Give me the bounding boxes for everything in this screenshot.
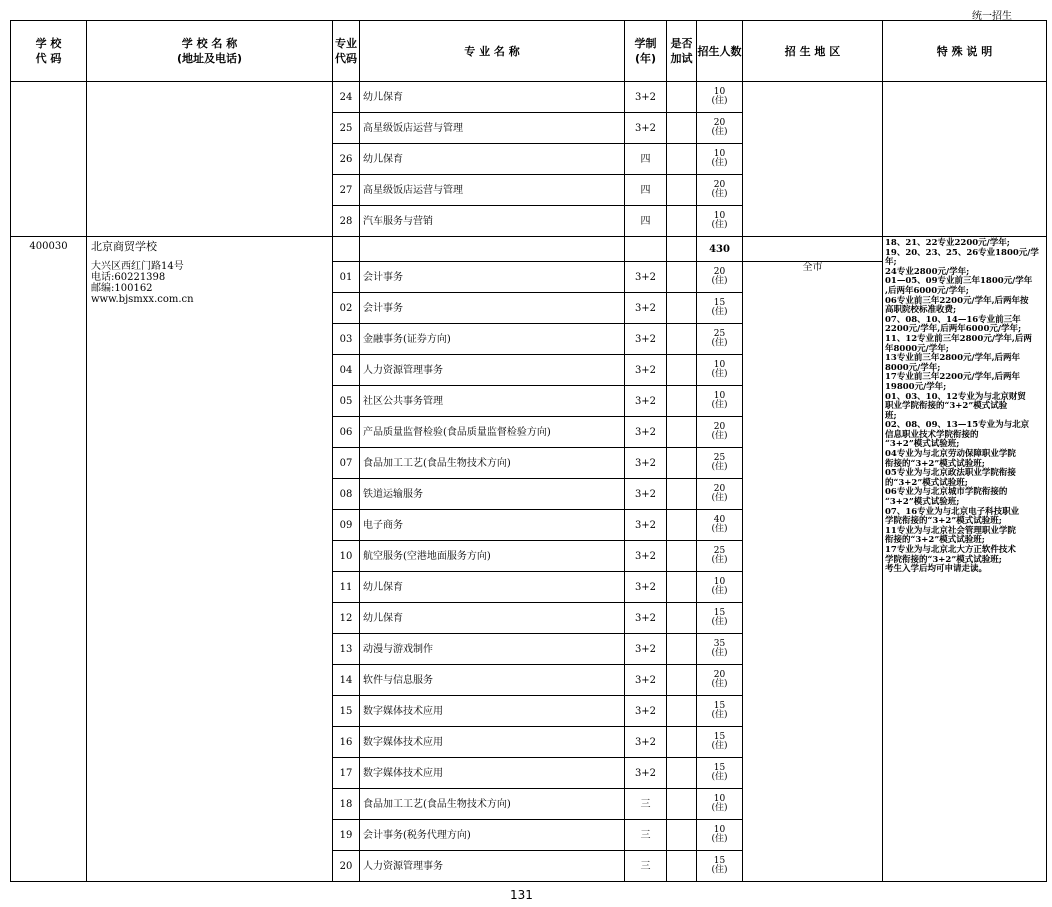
special-note-line: 06专业前三年2200元/学年,后两年按 xyxy=(885,295,1029,306)
extra-test xyxy=(667,851,697,882)
special-note-line: 17专业前三年2200元/学年,后两年 xyxy=(885,372,1021,383)
special-note-line: 的“3+2”模式试验班; xyxy=(885,477,968,488)
major-code: 24 xyxy=(333,82,360,113)
duration: 3+2 xyxy=(625,479,667,510)
major-code: 28 xyxy=(333,206,360,237)
extra-test xyxy=(667,417,697,448)
special-note-line: 17专业为与北京北大方正软件技术 xyxy=(885,545,1016,555)
enrollment-count: 20 (住) xyxy=(697,113,743,144)
page-number: 131 xyxy=(510,888,533,902)
duration: 3+2 xyxy=(625,603,667,634)
major-code: 07 xyxy=(333,448,360,479)
special-note-line: 13专业前三年2800元/学年,后两年 xyxy=(885,353,1021,364)
major-name: 汽车服务与营销 xyxy=(360,206,625,237)
duration: 3+2 xyxy=(625,324,667,355)
extra-test xyxy=(667,448,697,479)
major-code: 16 xyxy=(333,727,360,758)
enrollment-count: 10 (住) xyxy=(697,144,743,175)
duration: 3+2 xyxy=(625,355,667,386)
major-name: 高星级饭店运营与管理 xyxy=(360,113,625,144)
major-code: 06 xyxy=(333,417,360,448)
duration: 3+2 xyxy=(625,758,667,789)
special-note-line: 01、03、10、12专业为与北京财贸 xyxy=(885,391,1026,402)
special-note-line: 01—05、09专业前三年1800元/学年 xyxy=(885,276,1033,287)
extra-test xyxy=(667,206,697,237)
enrollment-count: 20 (住) xyxy=(697,479,743,510)
special-note-line: 06专业为与北京城市学院衔接的 xyxy=(885,487,1008,498)
extra-test xyxy=(667,113,697,144)
table-body xyxy=(11,82,1047,882)
enrollment-count: 15 (住) xyxy=(697,758,743,789)
major-name: 幼儿保育 xyxy=(360,144,625,175)
major-name: 高星级饭店运营与管理 xyxy=(360,175,625,206)
extra-test xyxy=(667,386,697,417)
major-code: 20 xyxy=(333,851,360,882)
school-info xyxy=(87,237,333,882)
special-notes xyxy=(883,237,1047,882)
header-row xyxy=(11,21,1047,82)
special-note-line: 衔接的“3+2”模式试验班; xyxy=(885,458,985,469)
duration: 三 xyxy=(625,820,667,851)
enrollment-count: 10 (住) xyxy=(697,82,743,113)
enrollment-count: 40 (住) xyxy=(697,510,743,541)
special-note-line: 19800元/学年; xyxy=(885,381,947,392)
special-note-line: 班; xyxy=(885,410,897,421)
special-note-line: “3+2”模式试验班; xyxy=(885,439,960,450)
duration: 3+2 xyxy=(625,572,667,603)
duration: 3+2 xyxy=(625,293,667,324)
special-note-line: 职业学院衔接的“3+2”模式试验 xyxy=(885,401,1008,412)
extra-test xyxy=(667,789,697,820)
major-name: 数字媒体技术应用 xyxy=(360,758,625,789)
enrollment-count: 20 (住) xyxy=(697,665,743,696)
header-enrollment: 招生人数 xyxy=(697,21,743,82)
major-code: 15 xyxy=(333,696,360,727)
school-name: 北京商贸学校 xyxy=(91,240,157,253)
special-note-line: 19、20、23、25、26专业1800元/学 xyxy=(885,247,1039,258)
duration: 3+2 xyxy=(625,727,667,758)
duration: 三 xyxy=(625,851,667,882)
extra-test xyxy=(667,262,697,293)
major-name: 会计事务(税务代理方向) xyxy=(360,820,625,851)
extra-test xyxy=(667,820,697,851)
extra-test xyxy=(667,237,697,262)
duration: 四 xyxy=(625,175,667,206)
special-note-line: 衔接的“3+2”模式试验班; xyxy=(885,535,985,546)
enrollment-count: 15 (住) xyxy=(697,603,743,634)
major-code: 08 xyxy=(333,479,360,510)
extra-test xyxy=(667,727,697,758)
special-note-line: 年; xyxy=(885,257,897,268)
school-website: www.bjsmxx.com.cn xyxy=(91,294,194,305)
duration: 3+2 xyxy=(625,696,667,727)
special-note-line: 学院衔接的“3+2”模式试验班; xyxy=(885,554,1002,565)
extra-test xyxy=(667,758,697,789)
special-note-line: 18、21、22专业2200元/学年; xyxy=(885,238,1010,248)
duration: 3+2 xyxy=(625,510,667,541)
enrollment-count: 20 (住) xyxy=(697,175,743,206)
major-name: 产品质量监督检验(食品质量监督检验方向) xyxy=(360,417,625,448)
extra-test xyxy=(667,324,697,355)
duration xyxy=(625,237,667,262)
table-row xyxy=(11,82,1047,113)
special-note-line: 02、08、09、13—15专业为与北京 xyxy=(885,420,1030,431)
school-total-enrollment: 430 xyxy=(697,237,743,262)
special-note-line: 07、16专业为与北京电子科技职业 xyxy=(885,506,1020,517)
major-code: 17 xyxy=(333,758,360,789)
extra-test xyxy=(667,82,697,113)
major-name: 数字媒体技术应用 xyxy=(360,727,625,758)
major-name: 人力资源管理事务 xyxy=(360,851,625,882)
enrollment-count: 15 (住) xyxy=(697,727,743,758)
duration: 三 xyxy=(625,789,667,820)
major-name: 幼儿保育 xyxy=(360,82,625,113)
school-summary-row xyxy=(11,237,1047,262)
header-school-name: 学 校 名 称 (地址及电话) xyxy=(87,21,333,82)
extra-test xyxy=(667,572,697,603)
major-name: 软件与信息服务 xyxy=(360,665,625,696)
enrollment-count: 10 (住) xyxy=(697,820,743,851)
enrollment-count: 10 (住) xyxy=(697,355,743,386)
major-code: 02 xyxy=(333,293,360,324)
major-name: 铁道运输服务 xyxy=(360,479,625,510)
major-name: 幼儿保育 xyxy=(360,603,625,634)
special-note-line: 2200元/学年,后两年6000元/学年; xyxy=(885,324,1022,335)
school-postcode: 邮编:100162 xyxy=(91,283,153,294)
header-major-name: 专 业 名 称 xyxy=(360,21,625,82)
header-school-code: 学 校 代 码 xyxy=(11,21,87,82)
duration: 3+2 xyxy=(625,634,667,665)
enrollment-count: 10 (住) xyxy=(697,572,743,603)
major-code: 13 xyxy=(333,634,360,665)
header-notes: 特 殊 说 明 xyxy=(883,21,1047,82)
extra-test xyxy=(667,510,697,541)
extra-test xyxy=(667,355,697,386)
duration: 3+2 xyxy=(625,113,667,144)
major-code: 04 xyxy=(333,355,360,386)
prev-notes-cell xyxy=(883,82,1047,237)
major-code: 14 xyxy=(333,665,360,696)
special-note-line: “3+2”模式试验班; xyxy=(885,497,960,508)
school-code: 400030 xyxy=(11,237,87,882)
extra-test xyxy=(667,696,697,727)
enrollment-table-page xyxy=(10,20,1046,875)
major-code: 12 xyxy=(333,603,360,634)
duration: 四 xyxy=(625,206,667,237)
special-note-line: 8000元/学年; xyxy=(885,362,941,373)
extra-test xyxy=(667,665,697,696)
enrollment-count: 10 (住) xyxy=(697,789,743,820)
special-note-line: 05专业为与北京政法职业学院衔接 xyxy=(885,468,1016,479)
major-code: 09 xyxy=(333,510,360,541)
enrollment-count: 35 (住) xyxy=(697,634,743,665)
major-name: 人力资源管理事务 xyxy=(360,355,625,386)
header-extra-test: 是否 加试 xyxy=(667,21,697,82)
duration: 3+2 xyxy=(625,417,667,448)
enrollment-count: 10 (住) xyxy=(697,206,743,237)
prev-school-info-cell xyxy=(87,82,333,237)
major-code: 10 xyxy=(333,541,360,572)
extra-test xyxy=(667,634,697,665)
major-name: 航空服务(空港地面服务方向) xyxy=(360,541,625,572)
prev-region-cell xyxy=(743,82,883,237)
duration: 3+2 xyxy=(625,665,667,696)
prev-school-code-cell xyxy=(11,82,87,237)
major-code: 05 xyxy=(333,386,360,417)
major-name: 电子商务 xyxy=(360,510,625,541)
major-name xyxy=(360,237,625,262)
enrollment-count: 10 (住) xyxy=(697,386,743,417)
enrollment-region: 全市 xyxy=(743,262,883,882)
special-note-line: 考生入学后均可申请走读。 xyxy=(885,564,988,575)
special-note-line: 信息职业技术学院衔接的 xyxy=(885,429,979,440)
enrollment-count: 20 (住) xyxy=(697,417,743,448)
header-region: 招 生 地 区 xyxy=(743,21,883,82)
major-code: 19 xyxy=(333,820,360,851)
extra-test xyxy=(667,541,697,572)
major-code: 11 xyxy=(333,572,360,603)
major-name: 幼儿保育 xyxy=(360,572,625,603)
major-code: 26 xyxy=(333,144,360,175)
duration: 3+2 xyxy=(625,386,667,417)
major-name: 金融事务(证券方向) xyxy=(360,324,625,355)
top-note: 统一招生 xyxy=(972,11,1012,22)
extra-test xyxy=(667,479,697,510)
special-note-line: ,后两年6000元/学年; xyxy=(885,285,969,296)
enrollment-count: 25 (住) xyxy=(697,541,743,572)
extra-test xyxy=(667,603,697,634)
extra-test xyxy=(667,293,697,324)
enrollment-count: 15 (住) xyxy=(697,696,743,727)
major-name: 数字媒体技术应用 xyxy=(360,696,625,727)
special-note-line: 11、12专业前三年2800元/学年,后两 xyxy=(885,333,1032,344)
special-note-line: 24专业2800元/学年; xyxy=(885,266,970,277)
major-code: 03 xyxy=(333,324,360,355)
major-name: 会计事务 xyxy=(360,293,625,324)
duration: 3+2 xyxy=(625,541,667,572)
major-code xyxy=(333,237,360,262)
extra-test xyxy=(667,175,697,206)
enrollment-count: 20 (住) xyxy=(697,262,743,293)
major-name: 食品加工工艺(食品生物技术方向) xyxy=(360,448,625,479)
major-code: 18 xyxy=(333,789,360,820)
special-note-line: 高职院校标准收费; xyxy=(885,305,957,316)
enrollment-count: 15 (住) xyxy=(697,851,743,882)
enrollment-count: 25 (住) xyxy=(697,448,743,479)
major-name: 动漫与游戏制作 xyxy=(360,634,625,665)
enrollment-table xyxy=(10,20,1047,882)
special-note-line: 年8000元/学年; xyxy=(885,343,949,354)
major-code: 01 xyxy=(333,262,360,293)
duration: 四 xyxy=(625,144,667,175)
school-phone: 电话:60221398 xyxy=(91,272,166,283)
enrollment-count: 15 (住) xyxy=(697,293,743,324)
major-name: 食品加工工艺(食品生物技术方向) xyxy=(360,789,625,820)
special-note-line: 11专业为与北京社会管理职业学院 xyxy=(885,525,1016,536)
special-note-line: 07、08、10、14—16专业前三年 xyxy=(885,314,1021,325)
header-duration: 学制 (年) xyxy=(625,21,667,82)
region-blank xyxy=(743,237,883,262)
enrollment-count: 25 (住) xyxy=(697,324,743,355)
duration: 3+2 xyxy=(625,448,667,479)
duration: 3+2 xyxy=(625,262,667,293)
special-note-line: 04专业为与北京劳动保障职业学院 xyxy=(885,449,1016,460)
extra-test xyxy=(667,144,697,175)
special-note-line: 学院衔接的“3+2”模式试验班; xyxy=(885,516,1002,527)
duration: 3+2 xyxy=(625,82,667,113)
major-name: 社区公共事务管理 xyxy=(360,386,625,417)
major-code: 25 xyxy=(333,113,360,144)
major-name: 会计事务 xyxy=(360,262,625,293)
school-address: 大兴区西红门路14号 xyxy=(91,261,184,272)
header-major-code: 专业 代码 xyxy=(333,21,360,82)
major-code: 27 xyxy=(333,175,360,206)
